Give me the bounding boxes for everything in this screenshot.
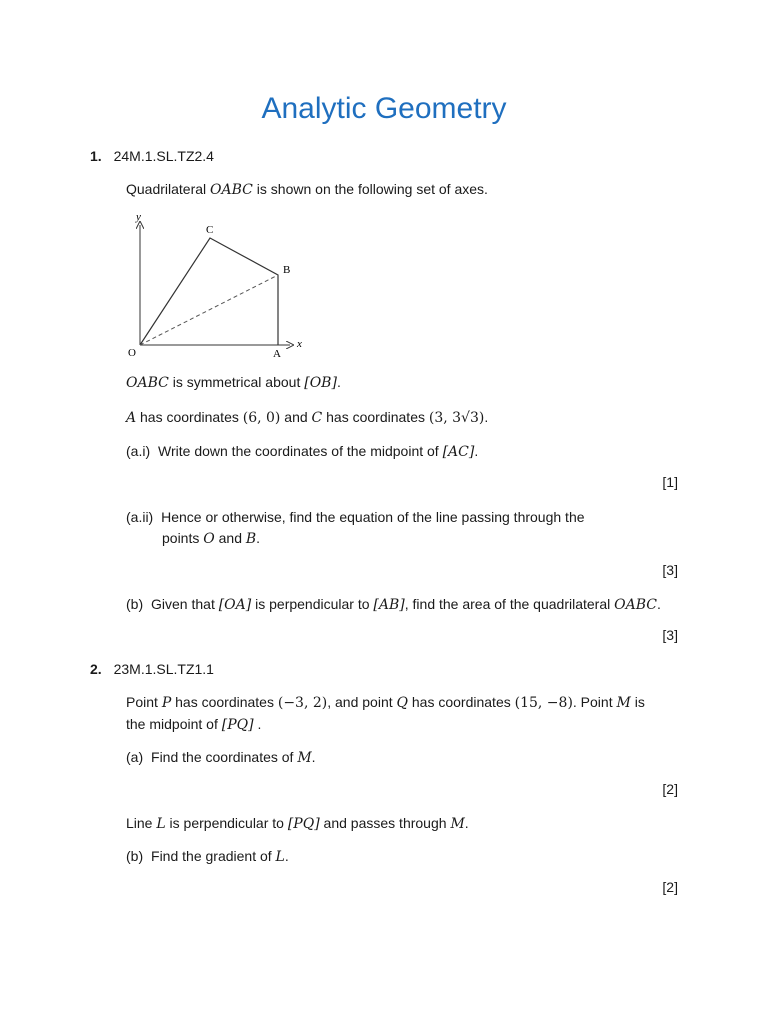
math: [OB] xyxy=(304,375,337,391)
label-y: y xyxy=(136,211,141,223)
part-label: (a.i) xyxy=(126,443,151,459)
math: L xyxy=(156,816,166,832)
label-o: O xyxy=(128,347,136,359)
text: and passes through xyxy=(319,815,451,831)
question-number: 1. xyxy=(90,148,102,164)
label-a: A xyxy=(273,348,281,360)
math: OABC xyxy=(614,597,657,613)
math: OABC xyxy=(126,375,169,391)
text: Given that xyxy=(151,596,219,612)
part-a-ii xyxy=(126,507,585,527)
text: has coordinates xyxy=(322,409,429,425)
question-1-header xyxy=(90,146,214,166)
text: Point xyxy=(126,694,162,710)
math: A xyxy=(126,410,137,426)
text: . xyxy=(256,530,261,546)
math: [AC] xyxy=(442,444,475,460)
part-label: (a.ii) xyxy=(126,509,154,525)
text: . xyxy=(311,749,316,765)
part-label: (b) xyxy=(126,596,144,612)
q2-marks-b: [2] xyxy=(662,879,678,895)
text: . xyxy=(474,443,479,459)
text: is perpendicular to xyxy=(251,596,374,612)
text: is shown on the following set of axes. xyxy=(252,181,488,197)
text: . Point xyxy=(572,694,617,710)
page-title: Analytic Geometry xyxy=(261,92,507,125)
text: the midpoint of xyxy=(126,716,222,732)
text: . xyxy=(484,409,489,425)
text: . xyxy=(656,596,661,612)
quadrilateral-edges xyxy=(140,238,278,345)
marks-a-i: [1] xyxy=(662,474,678,490)
math: (6, 0) xyxy=(242,410,281,426)
marks-a-ii: [3] xyxy=(662,562,678,578)
text: Find the coordinates of xyxy=(151,749,298,765)
text: . xyxy=(464,815,469,831)
question-2-stem-line2 xyxy=(126,714,261,735)
label-b: B xyxy=(283,264,291,276)
symmetry-statement xyxy=(126,372,341,393)
text: is symmetrical about xyxy=(168,374,305,390)
math: [AB] xyxy=(373,597,405,613)
text: has coordinates xyxy=(171,694,278,710)
part-b xyxy=(126,594,661,615)
text: and xyxy=(214,530,246,546)
part-label: (a) xyxy=(126,749,144,765)
text: . xyxy=(253,716,262,732)
text: . xyxy=(336,374,341,390)
part-a-i xyxy=(126,441,478,462)
text: , find the area of the quadrilateral xyxy=(404,596,615,612)
math: L xyxy=(275,849,285,865)
question-2-header xyxy=(90,659,214,679)
label-c: C xyxy=(206,224,214,236)
text: , and point xyxy=(327,694,397,710)
quadrilateral-figure xyxy=(120,205,320,365)
q2-marks-a: [2] xyxy=(662,781,678,797)
math: M xyxy=(297,750,312,766)
math: B xyxy=(245,531,257,547)
question-1-intro xyxy=(126,179,488,200)
text: has coordinates xyxy=(408,694,515,710)
label-x: x xyxy=(297,338,302,350)
q2-part-b xyxy=(126,846,289,867)
math: [PQ] xyxy=(287,816,320,832)
q2-part-a xyxy=(126,747,316,768)
math: Q xyxy=(396,695,408,711)
math: (15, −8) xyxy=(514,695,573,711)
text: is perpendicular to xyxy=(165,815,288,831)
math: [PQ] xyxy=(221,717,254,733)
math: (−3, 2) xyxy=(277,695,328,711)
text: . xyxy=(284,848,289,864)
line-l-statement xyxy=(126,813,469,834)
part-a-ii-line2 xyxy=(162,528,260,549)
question-2-stem-line1 xyxy=(126,692,645,713)
diagonal-ob xyxy=(140,275,278,345)
text: Quadrilateral xyxy=(126,181,211,197)
text: Hence or otherwise, find the equation of the line passing through the xyxy=(161,509,585,525)
text: Line xyxy=(126,815,157,831)
math: (3, 3√3) xyxy=(428,410,485,426)
question-code: 24M.1.SL.TZ2.4 xyxy=(113,148,214,164)
text: Find the gradient of xyxy=(151,848,276,864)
coordinates-statement xyxy=(126,407,488,428)
marks-b: [3] xyxy=(662,627,678,643)
part-label: (b) xyxy=(126,848,144,864)
text: and xyxy=(280,409,312,425)
question-number: 2. xyxy=(90,661,102,677)
text: is xyxy=(630,694,645,710)
math: [OA] xyxy=(218,597,252,613)
math: P xyxy=(161,695,172,711)
math: M xyxy=(616,695,631,711)
math: O xyxy=(203,531,215,547)
text: has coordinates xyxy=(136,409,243,425)
text: Write down the coordinates of the midpoint of xyxy=(158,443,443,459)
math: M xyxy=(450,816,465,832)
math: C xyxy=(311,410,323,426)
text: points xyxy=(162,530,204,546)
math: OABC xyxy=(210,182,253,198)
question-code: 23M.1.SL.TZ1.1 xyxy=(113,661,214,677)
